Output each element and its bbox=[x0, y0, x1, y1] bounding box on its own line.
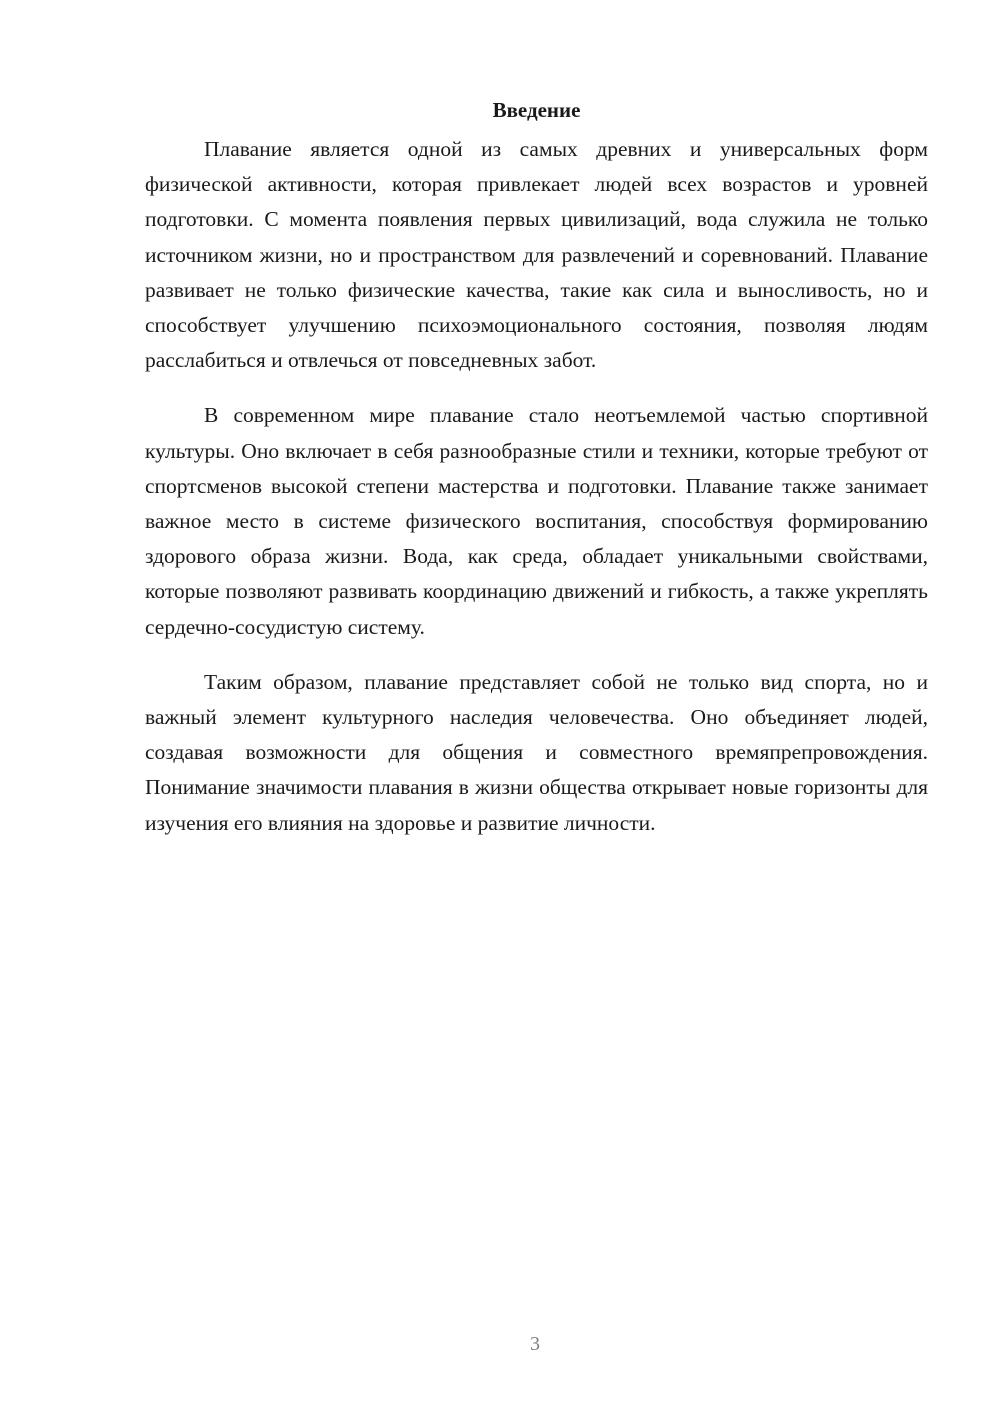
section-title: Введение bbox=[492, 98, 581, 122]
paragraph-3: Таким образом, плавание представляет собой не только вид спорта, но и важный элемент культурного наследия человечества. Оно объединяет людей, создавая возможности для общения и совместного времяпрепровождения. Понимание значимости плавания в жизни общества открывает новые горизонты для изучения его влияния на здоровье и развитие личности. bbox=[145, 669, 928, 835]
paragraph-1: Плавание является одной из самых древних и универсальных форм физической активности, которая привлекает людей всех возрастов и уровней подготовки. С момента появления первых цивилизаций, вода служила не только источником жизни, но и пространством для развлечений и соревнований. Плавание развивает не только физические качества, такие как сила и выносливость, но и способствует улучшению психоэмоционального состояния, позволяя людям расслабиться и отвлечься от повседневных забот. bbox=[145, 137, 928, 373]
page-number: 3 bbox=[530, 1333, 540, 1355]
paragraph-2: В современном мире плавание стало неотъемлемой частью спортивной культуры. Оно включает в себя разнообразные стили и техники, которые требуют от спортсменов высокой степени мастерства и подготовки. Плавание также занимает важное место в системе физического воспитания, способствуя формированию здорового образа жизни. Вода, как среда, обладает уникальными свойствами, которые позволяют развивать координацию движений и гибкость, а также укреплять сердечно-сосудистую систему. bbox=[145, 403, 928, 639]
page-content bbox=[145, 93, 928, 861]
